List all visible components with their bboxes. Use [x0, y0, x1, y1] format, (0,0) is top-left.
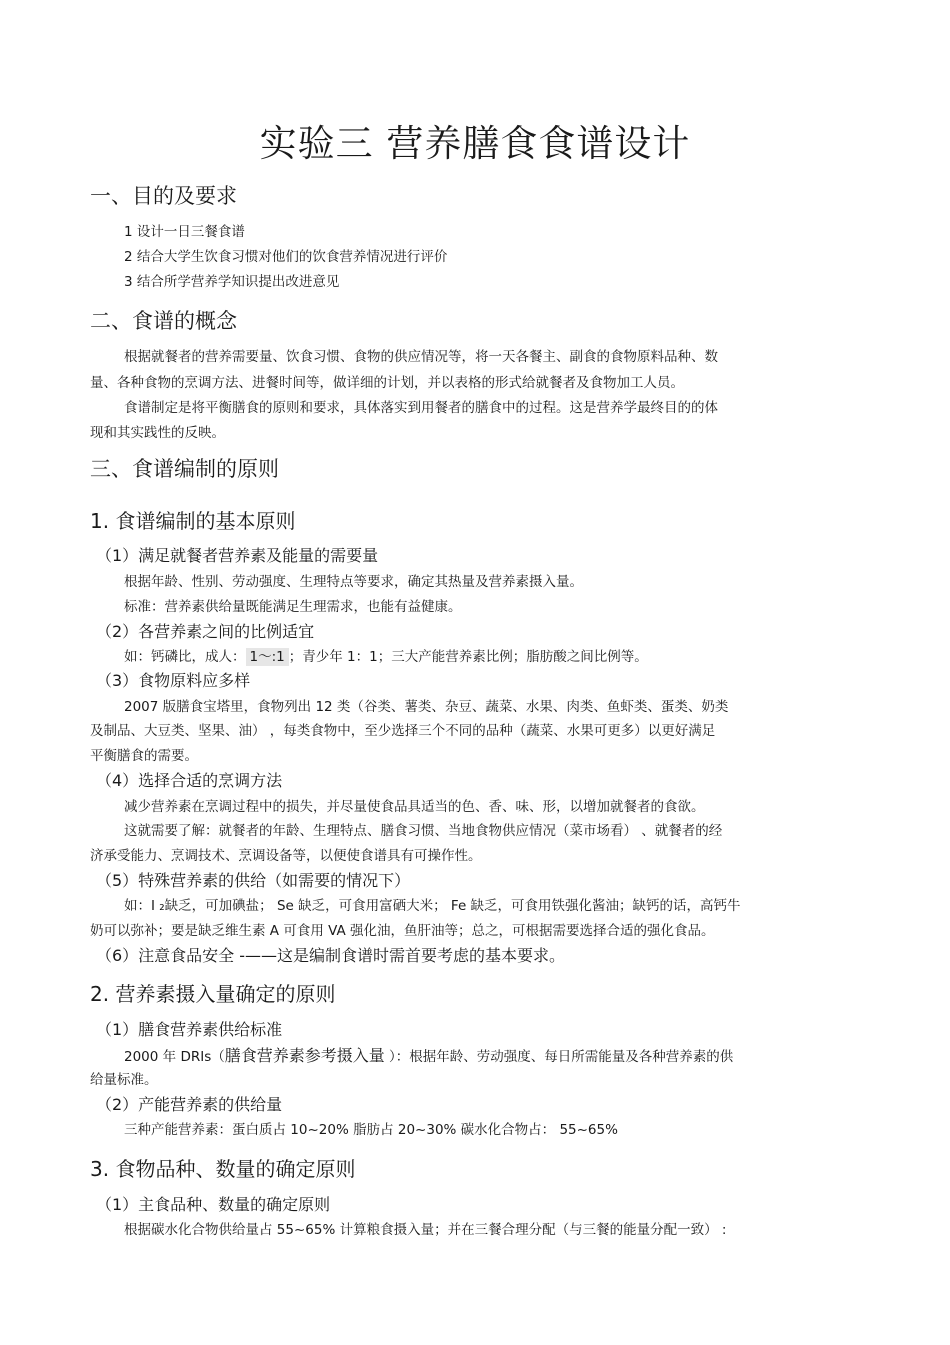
section-heading-3: 三、食谱编制的原则 [90, 457, 279, 481]
rule-heading: （1）满足就餐者营养素及能量的需要量 [96, 546, 379, 565]
page-title: 实验三 营养膳食食谱设计 [259, 122, 691, 165]
paragraph-line: 标准：营养素供给量既能满足生理需求，也能有益健康。 [124, 599, 462, 615]
paragraph-line: 如：I ₂缺乏，可加碘盐； Se 缺乏，可食用富硒大米； Fe 缺乏，可食用铁强化酱油；缺钙的话，高钙牛 [124, 898, 741, 914]
rule-heading: （2）各营养素之间的比例适宜 [96, 622, 315, 641]
paragraph-line: 给量标准。 [90, 1072, 158, 1088]
paragraph-line: 量、各种食物的烹调方法、进餐时间等，做详细的计划，并以表格的形式给就餐者及食物加工人员。 [90, 375, 684, 391]
list-item: 3 结合所学营养学知识提出改进意见 [124, 274, 340, 290]
rule-heading: （1）膳食营养素供给标准 [96, 1020, 283, 1039]
subsection-heading: 2. 营养素摄入量确定的原则 [90, 982, 336, 1006]
paragraph-line: 济承受能力、烹调技术、烹调设备等，以便使食谱具有可操作性。 [90, 848, 482, 864]
paragraph-line: 奶可以弥补；要是缺乏维生素 A 可食用 VA 强化油，鱼肝油等；总之，可根据需要选择合适的强化食品。 [90, 923, 715, 939]
rule-heading: （1）主食品种、数量的确定原则 [96, 1195, 331, 1214]
highlighted-ratio: 1～:1 [246, 648, 289, 666]
text-span: ）：根据年龄、劳动强度、每日所需能量及各种营养素的供 [384, 1049, 734, 1065]
paragraph-line: 及制品、大豆类、坚果、油） ，每类食物中，至少选择三个不同的品种（蔬菜、水果可更多）以更好满足 [90, 723, 716, 739]
subsection-heading: 1. 食谱编制的基本原则 [90, 509, 296, 533]
rule-heading: （4）选择合适的烹调方法 [96, 771, 283, 790]
text-span: 膳食营养素参考摄入量 [224, 1046, 385, 1065]
section-heading-2: 二、食谱的概念 [90, 309, 237, 333]
paragraph-line: 这就需要了解：就餐者的年龄、生理特点、膳食习惯、当地食物供应情况（菜市场看） 、就餐者的经 [124, 823, 723, 839]
rule-heading: （6）注意食品安全 -——这是编制食谱时需首要考虑的基本要求。 [96, 946, 566, 965]
rule-heading: （5）特殊营养素的供给（如需要的情况下） [96, 871, 411, 890]
paragraph-line: 根据就餐者的营养需要量、饮食习惯、食物的供应情况等，将一天各餐主、副食的食物原料品种、数 [124, 349, 718, 365]
text-span: 2000 年 DRIs（ [124, 1049, 225, 1065]
text-span: ；青少年 1：1；三大产能营养素比例；脂肪酸之间比例等。 [288, 649, 648, 665]
rule-heading: （3）食物原料应多样 [96, 671, 251, 690]
paragraph-line: 现和其实践性的反映。 [90, 425, 225, 441]
paragraph-line: 三种产能营养素：蛋白质占 10~20% 脂肪占 20~30% 碳水化合物占： 55~65% [124, 1122, 618, 1138]
text-span: 如：钙磷比，成人： [124, 649, 246, 665]
paragraph-line [124, 645, 648, 665]
paragraph-line: 食谱制定是将平衡膳食的原则和要求，具体落实到用餐者的膳食中的过程。这是营养学最终目的的体 [124, 400, 718, 416]
paragraph-line: 根据年龄、性别、劳动强度、生理特点等要求，确定其热量及营养素摄入量。 [124, 574, 583, 590]
paragraph-line: 根据碳水化合物供给量占 55~65% 计算粮食摄入量；并在三餐合理分配（与三餐的能量分配一致） : [124, 1222, 727, 1238]
section-heading-1: 一、目的及要求 [90, 184, 237, 208]
paragraph-line: 减少营养素在烹调过程中的损失，并尽量使食品具适当的色、香、味、形，以增加就餐者的食欲。 [124, 799, 705, 815]
subsection-heading: 3. 食物品种、数量的确定原则 [90, 1157, 356, 1181]
paragraph-line [124, 1043, 733, 1066]
rule-heading: （2）产能营养素的供给量 [96, 1095, 283, 1114]
list-item: 1 设计一日三餐食谱 [124, 224, 245, 240]
paragraph-line: 平衡膳食的需要。 [90, 748, 198, 764]
list-item: 2 结合大学生饮食习惯对他们的饮食营养情况进行评价 [124, 249, 448, 265]
paragraph-line: 2007 版膳食宝塔里，食物列出 12 类（谷类、薯类、杂豆、蔬菜、水果、肉类、鱼虾类、蛋类、奶类 [124, 699, 729, 715]
